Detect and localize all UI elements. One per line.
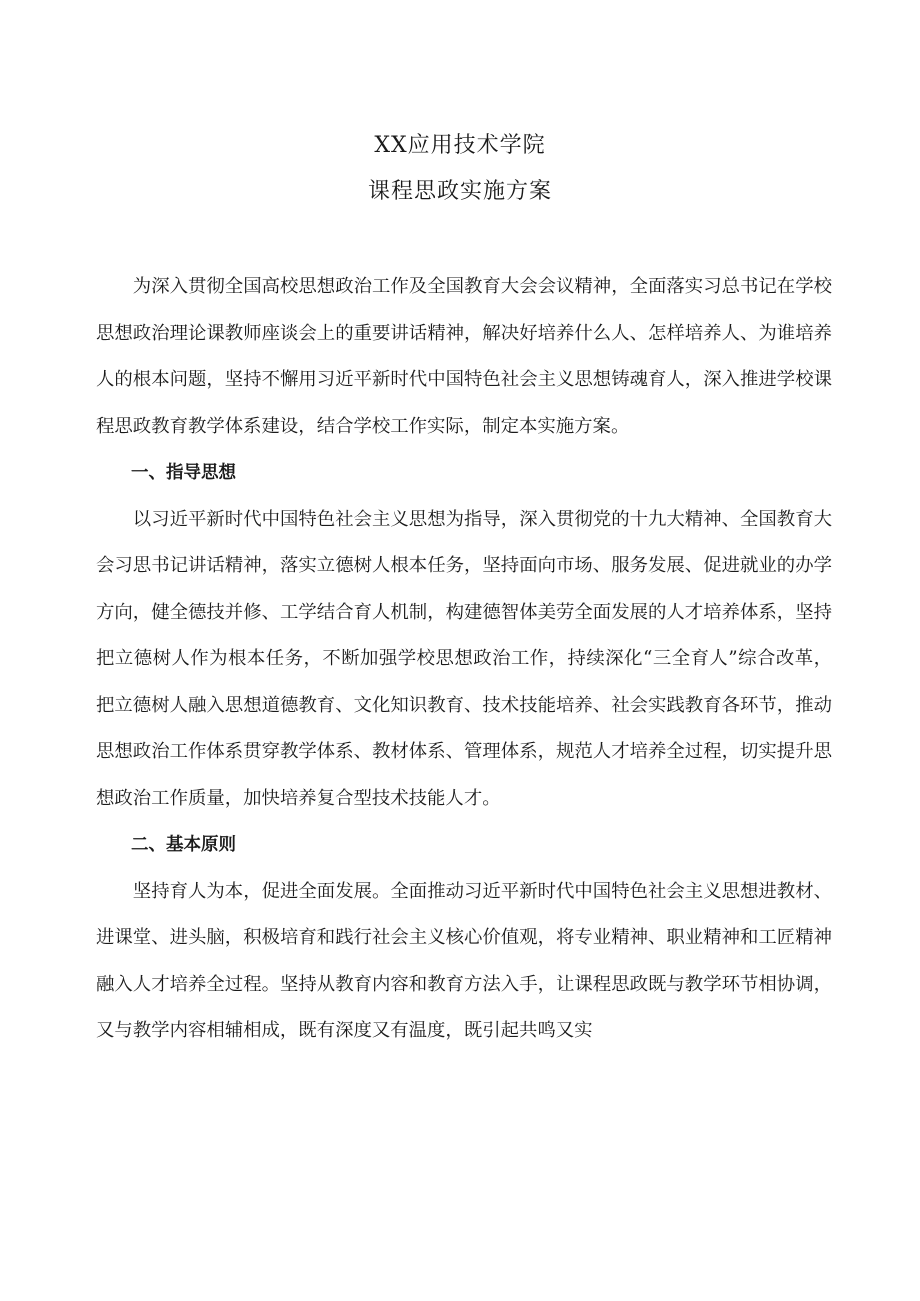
section2-paragraph: 坚持育人为本，促进全面发展。全面推动习近平新时代中国特色社会主义思想进教材、进课堂、进头脑，积极培育和践行社会主义核心价值观，将专业精神、职业精神和工匠精神融入人才培养全过程。坚持从教育内容和教育方法入手，让课程思政既与教学环节相协调，又与教学内容相辅相成，既有深度又有温度，既引起共鸣又实: [96, 880, 832, 1041]
document-title-institution: XX应用技术学院: [374, 133, 546, 158]
document-body: [96, 264, 832, 1055]
document-title-plan: 课程思政实施方案: [367, 179, 552, 204]
section1-paragraph: 以习近平新时代中国特色社会主义思想为指导，深入贯彻党的十九大精神、全国教育大会习思书记讲话精神，落实立德树人根本任务，坚持面向市场、服务发展、促进就业的办学方向，健全德技并修、工学结合育人机制，构建德智体美劳全面发展的人才培养体系，坚持把立德树人作为根本任务，不断加强学校思想政治工作，持续深化“三全育人”综合改革，把立德树人融入思想道德教育、文化知识教育、技术技能培养、社会实践教育各环节，推动思想政治工作体系贯穿教学体系、教材体系、管理体系，规范人才培养全过程，切实提升思想政治工作质量，加快培养复合型技术技能人才。: [96, 508, 832, 809]
intro-paragraph: 为深入贯彻全国高校思想政治工作及全国教育大会会议精神，全面落实习总书记在学校思想政治理论课教师座谈会上的重要讲话精神，解决好培养什么人、怎样培养人、为谁培养人的根本问题，坚持不懈用习近平新时代中国特色社会主义思想铸魂育人，深入推进学校课程思政教育教学体系建设，结合学校工作实际，制定本实施方案。: [96, 276, 832, 437]
section1-heading: 一、指导思想: [131, 463, 236, 483]
section2-heading: 二、基本原则: [131, 835, 236, 855]
